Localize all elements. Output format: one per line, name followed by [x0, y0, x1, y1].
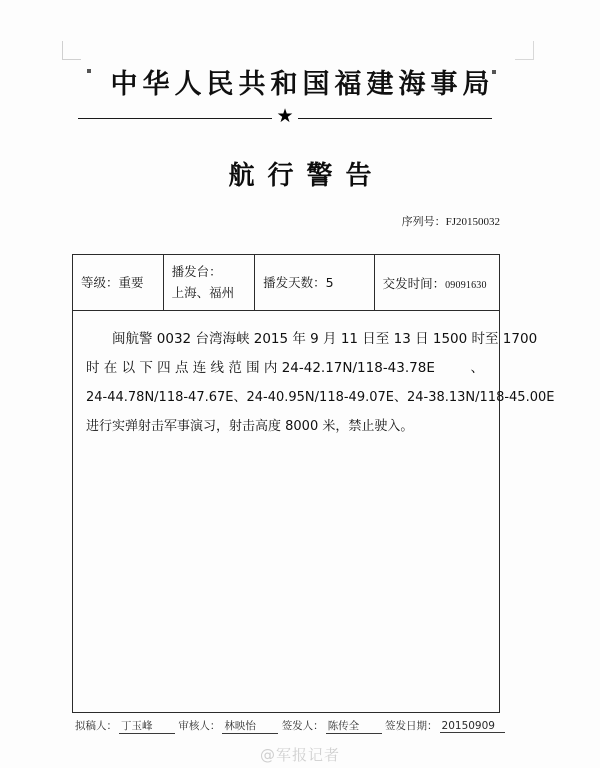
meta-station-label: 播发台： — [171, 263, 222, 279]
meta-cell-time — [375, 255, 499, 310]
notice-line-3: 24-44.78N/118-47.67E、24-40.95N/118-49.07E、24-38.13N/118-45.00E — [86, 390, 555, 405]
signature-date — [385, 718, 505, 733]
divider-rule-right — [298, 118, 492, 119]
meta-cell-days — [255, 255, 374, 310]
star-icon: ★ — [276, 106, 294, 127]
notice-body — [73, 311, 555, 441]
serial-number — [402, 213, 500, 229]
crop-mark-top-right — [515, 41, 534, 60]
meta-grade-text: 等级：重要 — [81, 275, 144, 290]
meta-time-value: 09091630 — [445, 279, 487, 291]
notice-line-4: 进行实弹射击军事演习，射击高度 8000 米，禁止驶入。 — [86, 419, 414, 434]
signature-date-label: 签发日期： — [385, 720, 438, 732]
meta-table-row — [73, 255, 499, 311]
signature-reviewer-value: 林映怡 — [222, 718, 278, 734]
signature-date-value: 20150909 — [440, 720, 505, 733]
meta-time-text — [383, 274, 491, 292]
signature-reviewer — [178, 718, 278, 734]
signature-drafter-value: 丁玉峰 — [119, 718, 175, 734]
signature-row — [75, 718, 505, 734]
watermark: @军报记者 — [259, 746, 340, 764]
signature-issuer-value: 陈传全 — [326, 718, 382, 734]
masthead-organization: 中华人民共和国福建海事局 — [110, 69, 495, 100]
notice-line-2-text: 时 在 以 下 四 点 连 线 范 围 内 24-42.17N/118-43.78E — [86, 360, 435, 376]
serial-number-value: FJ20150032 — [445, 216, 500, 228]
meta-time-label: 交发时间： — [382, 275, 446, 291]
notice-line-2 — [86, 354, 486, 383]
divider-rule-left — [78, 118, 272, 119]
signature-issuer-label: 签发人： — [281, 720, 324, 732]
serial-number-label: 序列号： — [401, 215, 446, 228]
page-title: 航行警告 — [228, 161, 385, 191]
signature-issuer — [282, 718, 382, 734]
signature-reviewer-label: 审核人： — [178, 720, 221, 732]
signature-drafter-label: 拟稿人： — [75, 720, 117, 732]
meta-station-value: 上海、福州 — [171, 284, 235, 300]
meta-days-text: 播发天数：5 — [263, 275, 334, 290]
notice-line-2-suffix: 、 — [470, 360, 484, 376]
notice-line-1: 闽航警 0032 台湾海峡 2015 年 9 月 11 日至 13 日 1500 时至 1700 — [112, 331, 538, 347]
crop-mark-top-left — [62, 41, 81, 60]
meta-cell-grade — [73, 255, 164, 310]
star-divider — [78, 108, 492, 130]
signature-drafter — [75, 718, 175, 734]
notice-frame — [72, 254, 555, 713]
meta-cell-station — [164, 255, 256, 310]
